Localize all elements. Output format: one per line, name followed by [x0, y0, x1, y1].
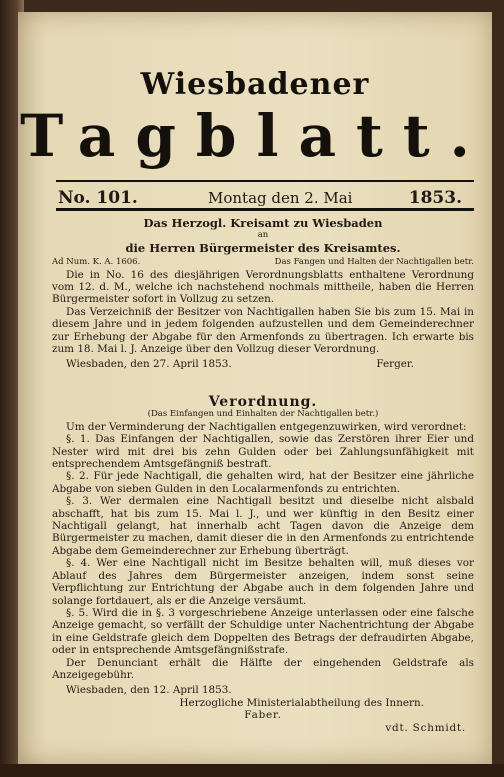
newspaper-page	[18, 12, 492, 764]
paragraph-6: Der Denunciant erhält die Hälfte der eingehenden Geldstrafe als Anzeigegebühr.	[52, 656, 474, 681]
notice-heading: Das Herzogl. Kreisamt zu Wiesbaden	[143, 216, 383, 230]
notice-paragraph: Das Verzeichniß der Besitzer von Nachtigallen haben Sie bis zum 15. Mai in diesem Jahre und in jedem folgenden aufzustellen und dem Gemeinderechner zur Erhebung der Abgabe für den Armenfonds zu übertragen. Ich erwarte bis zum 18. Mai l. J. Anzeige über den Vollzug dieser Verordnung.	[52, 305, 474, 356]
notice-kreisamt	[52, 217, 474, 371]
paragraph-4: §. 4. Wer eine Nachtigall nicht im Besitze behalten will, muß dieses vor Ablauf des Jahres dem Bürgermeister anzeigen, indem sonst seine Verpflichtung zur Entrichtung der Abgabe auch in dem folgenden Jahre und solange fortdauert, als er die Anzeige versäumt.	[52, 557, 474, 607]
paragraph-1: §. 1. Das Einfangen der Nachtigallen, sowie das Zerstören ihrer Eier und Nester wird mit drei bis zehn Gulden oder bei Zahlungsunfähigkeit mit entsprechendem Amtsgefängniß bestraft.	[52, 433, 474, 471]
verordnung-intro: Um der Verminderung der Nachtigallen entgegenzuwirken, wird verordnet:	[66, 420, 467, 433]
verordnung-subtitle: (Das Einfangen und Einhalten der Nachtigallen betr.)	[147, 409, 379, 420]
issue-year: 1853.	[408, 188, 462, 208]
dateline	[58, 188, 472, 210]
paragraph-5: §. 5. Wird die in §. 3 vorgeschriebene Anzeige unterlassen oder eine falsche Anzeige gemacht, so verfällt der Schuldige unter Nachentrichtung der Abgabe in eine Geldstrafe gleich dem Doppelten des Betrags der defraudirten Abgabe, oder in entsprechende Amtsgefängnißstrafe.	[52, 606, 474, 657]
reference-number: Ad Num. K. A. 1606.	[52, 257, 141, 268]
notice-paragraph: Die in No. 16 des diesjährigen Verordnungsblatts enthaltene Verordnung vom 12. d. M., welche ich nachstehend nochmals mittheile, haben die Herren Bürgermeister sofort in Vollzug zu setzen.	[52, 268, 474, 306]
masthead-line1: Wiesbadener	[140, 67, 370, 102]
book-edge	[0, 764, 504, 777]
place-date: Wiesbaden, den 27. April 1853.	[66, 358, 232, 371]
authority: Herzogliche Ministerialabtheilung des Innern.	[179, 696, 424, 709]
notice-reference-row	[52, 256, 474, 268]
signature: Ferger.	[376, 358, 414, 371]
reference-subject: Das Fangen und Halten der Nachtigallen betr.	[274, 257, 474, 268]
notice-signature-row	[52, 358, 474, 370]
place-date: Wiesbaden, den 12. April 1853.	[66, 684, 232, 697]
masthead-rule-bottom	[56, 208, 474, 211]
signatory: Faber.	[244, 709, 282, 722]
masthead-title: Tagblatt.	[20, 102, 490, 170]
countersignature: vdt. Schmidt.	[385, 721, 466, 734]
issue-date: Montag den 2. Mai	[208, 189, 353, 207]
issue-number: No. 101.	[58, 188, 138, 208]
notice-an: an	[257, 230, 269, 241]
masthead-rule-top	[56, 180, 474, 182]
verordnung-title: Verordnung.	[208, 394, 318, 410]
paragraph-3: §. 3. Wer dermalen eine Nachtigall besitzt und dieselbe nicht alsbald abschafft, hat bis zum 15. Mai l. J., und wer künftig in den Besitz einer Nachtigall gelangt, hat innerhalb acht Tagen davon die Anzeige dem Bürgermeister zu machen, damit dieser die in den Armenfonds zu entrichtende Abgabe dem Gemeinderechner zur Erhebung überträgt.	[52, 495, 474, 557]
notice-addressee: die Herren Bürgermeister des Kreisamtes.	[125, 240, 401, 255]
paragraph-2: §. 2. Für jede Nachtigall, die gehalten wird, hat der Besitzer eine jährliche Abgabe von sieben Gulden in den Localarmenfonds zu entrichten.	[52, 470, 474, 495]
verordnung	[52, 396, 474, 734]
